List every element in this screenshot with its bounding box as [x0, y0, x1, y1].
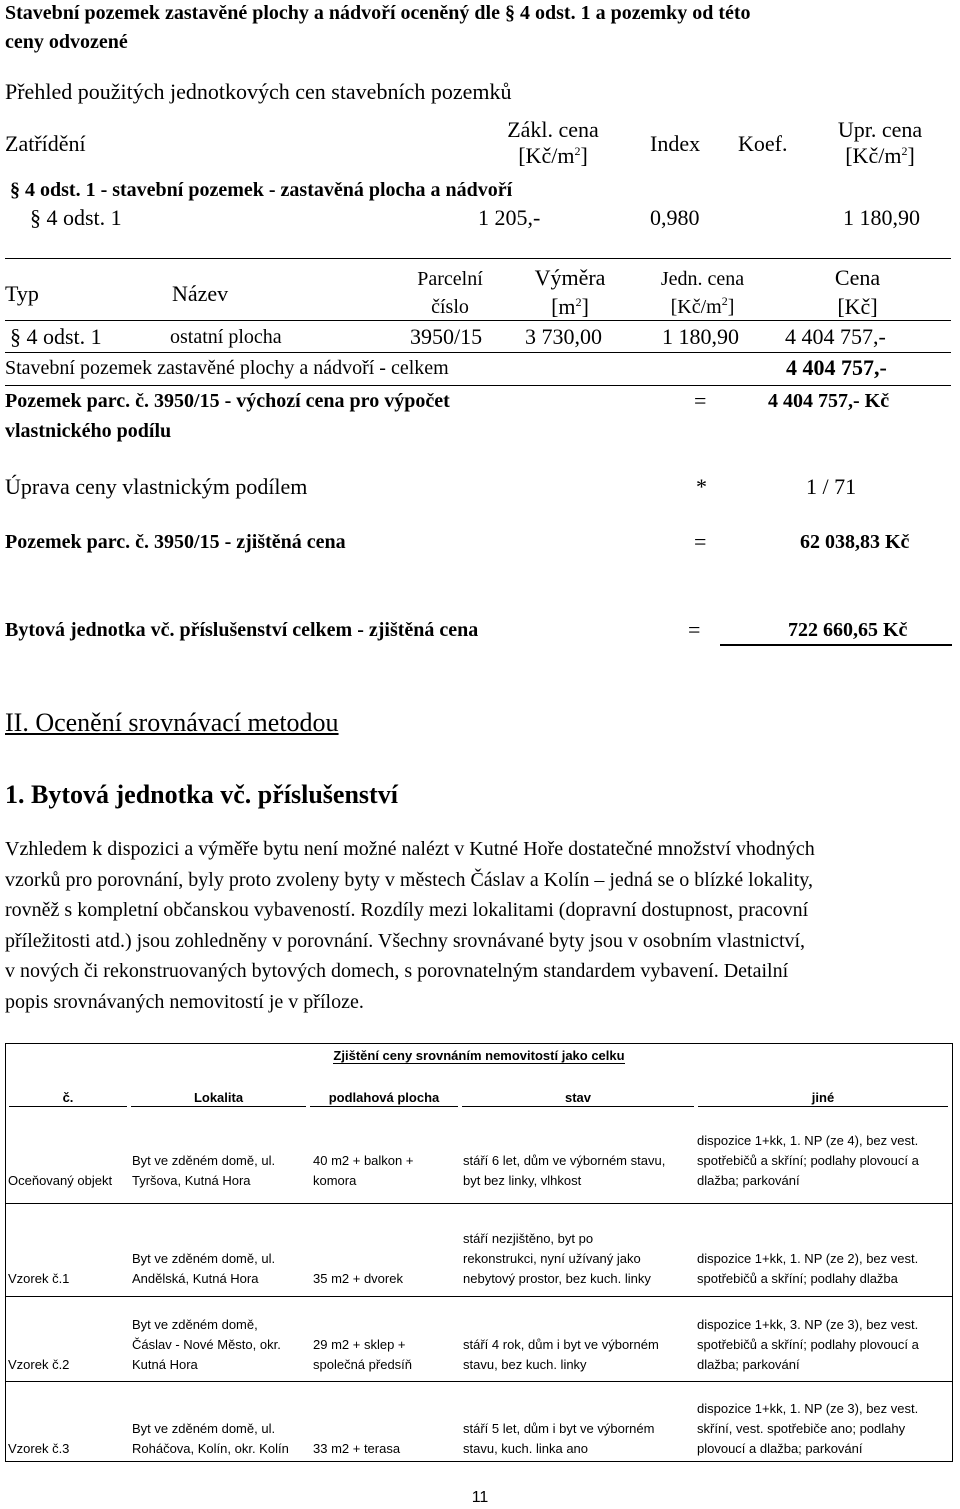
comparison-header-jine: jiné [698, 1088, 948, 1107]
comparison-header-plocha: podlahová plocha [310, 1088, 458, 1107]
unit-price-label: Bytová jednotka vč. příslušenství celkem - zjištěná cena [5, 619, 479, 641]
section2-paragraph: Vzhledem k dispozici a výměře bytu není možné nalézt v Kutné Hoře dostatečné množství vhodných vzorků pro porovnání, byly proto zvoleny byty v městech Čáslav a Kolín – jedná se o blízké lokality, rovněž s kompletní občanskou vybaveností. Rozdíly mezi lokalitami (dopravní dostupnost, pracovní příležitosti atd.) jsou zohledněny v porovnání. Všechny srovnávané byty jsou v osobním vlastnictví, v nových či rekonstruovaných bytových domech, s porovnatelným standardem vybavení. Detailní popis srovnávaných nemovitostí je v příloze. [5, 838, 815, 1013]
base-price-label-2: vlastnického podílu [5, 420, 172, 442]
comparison-title: Zjištění ceny srovnáním nemovitostí jako celku [333, 1048, 625, 1063]
rates-row-label: § 4 odst. 1 [30, 205, 122, 230]
page-heading-line1: Stavební pozemek zastavěné plochy a nádvoří oceněný dle § 4 odst. 1 a pozemky od této [5, 2, 751, 24]
parcels-row-nazev: ostatní plocha [170, 326, 282, 348]
rates-col-index: Index [650, 131, 701, 156]
parcels-row-jedn-cena: 1 180,90 [662, 324, 739, 349]
comparison-header-lokalita: Lokalita [131, 1088, 306, 1107]
row-lokalita: Byt ve zděném domě, ul. Andělská, Kutná Hora [132, 1251, 276, 1286]
share-op: * [696, 474, 707, 499]
parcel-price-op: = [694, 529, 707, 554]
section-sign: § [505, 2, 515, 24]
base-price-value: 4 404 757,- Kč [768, 390, 890, 412]
row-label: Oceňovaný objekt [8, 1173, 113, 1188]
comparison-header-c: č. [9, 1088, 127, 1107]
row-jine: dispozice 1+kk, 1. NP (ze 4), bez vest. spotřebičů a skříní; podlahy plovoucí a dlažba; parkování [697, 1133, 919, 1188]
unit-price-underline [720, 644, 952, 646]
row-jine: dispozice 1+kk, 3. NP (ze 3), bez vest. spotřebičů a skříní; podlahy plovoucí a dlažba; parkování [697, 1317, 919, 1372]
parcels-total-label: Stavební pozemek zastavěné plochy a nádvoří - celkem [5, 357, 449, 379]
row-plocha: 40 m2 + balkon + komora [313, 1153, 414, 1188]
parcel-price-label: Pozemek parc. č. 3950/15 - zjištěná cena [5, 531, 346, 553]
row-jine: dispozice 1+kk, 1. NP (ze 3), bez vest. skříní, vest. spotřebiče ano; podlahy plovoucí a dlažba; parkování [697, 1401, 919, 1456]
parcel-price-value: 62 038,83 Kč [800, 531, 910, 553]
page-heading-line2: ceny odvozené [5, 31, 128, 53]
rates-group-title: § 4 odst. 1 - stavební pozemek - zastavěná plocha a nádvoří [10, 179, 513, 201]
parcels-col-parcelni: Parcelní číslo [417, 268, 483, 318]
rates-row-zakl: 1 205,- [478, 205, 541, 230]
base-price-label-1: Pozemek parc. č. 3950/15 - výchozí cena pro výpočet [5, 390, 450, 412]
unit-price-value: 722 660,65 Kč [788, 619, 908, 641]
section2-title: II. Ocenění srovnávací metodou [5, 708, 339, 737]
parcels-row-rule [5, 352, 951, 353]
row-plocha: 29 m2 + sklep + společná předsíň [313, 1337, 413, 1372]
parcels-row-vymera: 3 730,00 [525, 324, 602, 349]
row-stav: stáří nezjištěno, byt po rekonstrukci, nyní užívaný jako nebytový prostor, bez kuch. linky [463, 1231, 651, 1286]
parcels-header-rule [5, 320, 951, 321]
rates-col-koef: Koef. [738, 131, 788, 156]
row-lokalita: Byt ve zděném domě, ul. Roháčova, Kolín, okr. Kolín [132, 1421, 289, 1456]
unit-price-op: = [688, 617, 701, 642]
rates-col-upr-cena: Upr. cena $[Kč/m^2]$ [837, 117, 923, 169]
row-lokalita: Byt ve zděném domě, Čáslav - Nové Město, okr. Kutná Hora [132, 1317, 281, 1372]
row-stav: stáří 6 let, dům ve výborném stavu, byt bez linky, vlhkost [463, 1153, 666, 1188]
share-label: Úprava ceny vlastnickým podílem [5, 474, 308, 499]
parcels-col-jedn-cena: Jedn. cena $[Kč/m^2]$ [660, 268, 745, 318]
parcels-row-cena: 4 404 757,- [785, 324, 886, 349]
comparison-header-stav: stav [462, 1088, 694, 1107]
row-lokalita: Byt ve zděném domě, ul. Tyršova, Kutná Hora [132, 1153, 276, 1188]
parcels-row-typ: § 4 odst. 1 [10, 324, 102, 349]
parcels-col-typ: Typ [5, 281, 39, 306]
row-label: Vzorek č.3 [8, 1441, 70, 1456]
parcels-row-parcelni: 3950/15 [410, 324, 483, 349]
row-plocha: 33 m2 + terasa [313, 1441, 401, 1456]
parcels-total-value: 4 404 757,- [786, 355, 887, 380]
rates-col-zakl-cena: Zákl. cena $[Kč/m^2]$ [507, 117, 599, 169]
rates-row-koef: 0,980 [650, 205, 700, 230]
comparison-row-divider [6, 1381, 952, 1382]
row-stav: stáří 5 let, dům i byt ve výborném stavu, kuch. linka ano [463, 1421, 655, 1456]
row-label: Vzorek č.1 [8, 1271, 70, 1286]
row-jine: dispozice 1+kk, 1. NP (ze 2), bez vest. spotřebičů a skříní; podlahy dlažba [697, 1251, 919, 1286]
parcels-top-rule [5, 258, 951, 259]
base-price-op: = [694, 388, 707, 413]
comparison-table [5, 1043, 953, 1462]
section2-subtitle: 1. Bytová jednotka vč. příslušenství [5, 780, 398, 809]
rates-col-zatrideni: Zatřídění [5, 131, 86, 156]
overview-title: Přehled použitých jednotkových cen stavebních pozemků [5, 79, 512, 104]
page-number: 11 [471, 1489, 489, 1506]
row-stav: stáří 4 rok, dům i byt ve výborném stavu, bez kuch. linky [463, 1337, 659, 1372]
row-plocha: 35 m2 + dvorek [313, 1271, 403, 1286]
parcels-col-nazev: Název [172, 281, 229, 306]
row-label: Vzorek č.2 [8, 1357, 70, 1372]
parcels-col-vymera: Výměra $[m^2]$ [534, 265, 606, 319]
share-value: 1 / 71 [806, 474, 857, 499]
rates-row-upr: 1 180,90 [843, 205, 920, 230]
comparison-row-divider [6, 1296, 952, 1297]
parcels-col-cena: Cena [Kč] [834, 265, 881, 319]
comparison-row-divider [6, 1203, 952, 1204]
parcels-total-rule [5, 385, 951, 386]
